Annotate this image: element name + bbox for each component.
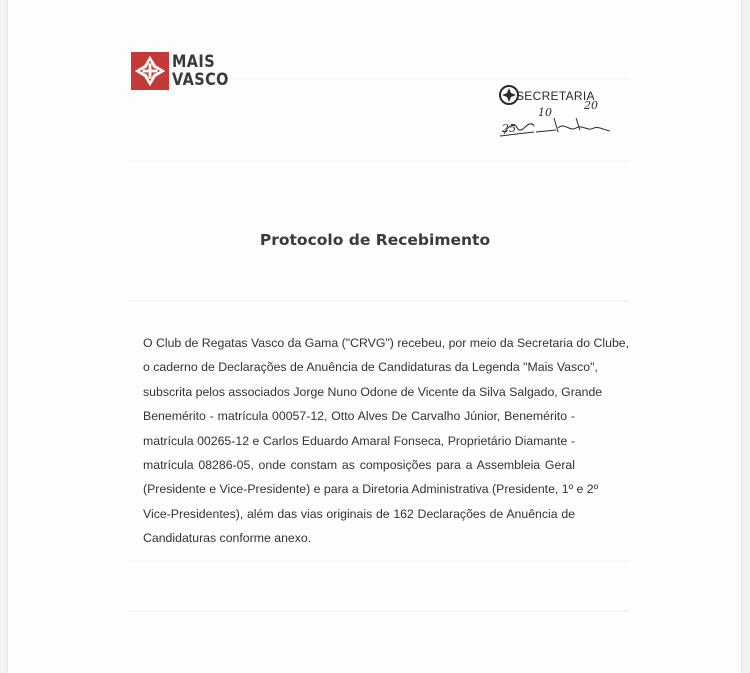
bleed-through-line [128, 610, 628, 612]
body-line: Vice-Presidentes), além das vias originais de 162 Declarações de Anuência de [143, 506, 575, 521]
body-line: o caderno de Declarações de Anuência de Candidaturas da Legenda "Mais Vasco", [143, 360, 598, 375]
logo-wordmark [172, 53, 229, 89]
body-line: O Club de Regatas Vasco da Gama ("CRVG") recebeu, por meio da Secretaria do Clube, [143, 336, 630, 350]
bleed-through-line [128, 560, 628, 562]
body-line: Candidaturas conforme anexo. [143, 531, 312, 546]
stamp-handwritten-date [498, 98, 616, 140]
stamp-date-month: 10 [538, 106, 552, 119]
document-body [143, 331, 630, 551]
mais-vasco-logo [131, 52, 239, 90]
body-line: subscrita pelos associados Jorge Nuno Odone de Vicente da Silva Salgado, Grande [143, 384, 603, 399]
body-line: Benemérito - matrícula 00057-12, Otto Alves De Carvalho Júnior, Benemérito - [143, 409, 575, 424]
stamp-date-day: 25 [502, 122, 516, 135]
body-line: matrícula 00265-12 e Carlos Eduardo Amaral Fonseca, Proprietário Diamante - [143, 433, 575, 448]
body-line: (Presidente e Vice-Presidente) e para a Diretoria Administrativa (Presidente, 1º e 2º [143, 482, 599, 497]
bleed-through-line [128, 300, 628, 302]
logo-line-1: MAIS [172, 52, 216, 72]
stamp-date-year: 20 [584, 99, 598, 112]
stamp-label: SECRETARIA [516, 89, 595, 103]
body-line: matrícula 08286-05, onde constam as composições para a Assembleia Geral [143, 458, 575, 473]
vasco-cross-icon [131, 52, 169, 90]
secretaria-stamp [498, 84, 616, 140]
logo-line-2: VASCO [172, 70, 229, 90]
bleed-through-line [128, 160, 628, 162]
page-title: Protocolo de Recebimento [259, 231, 491, 249]
